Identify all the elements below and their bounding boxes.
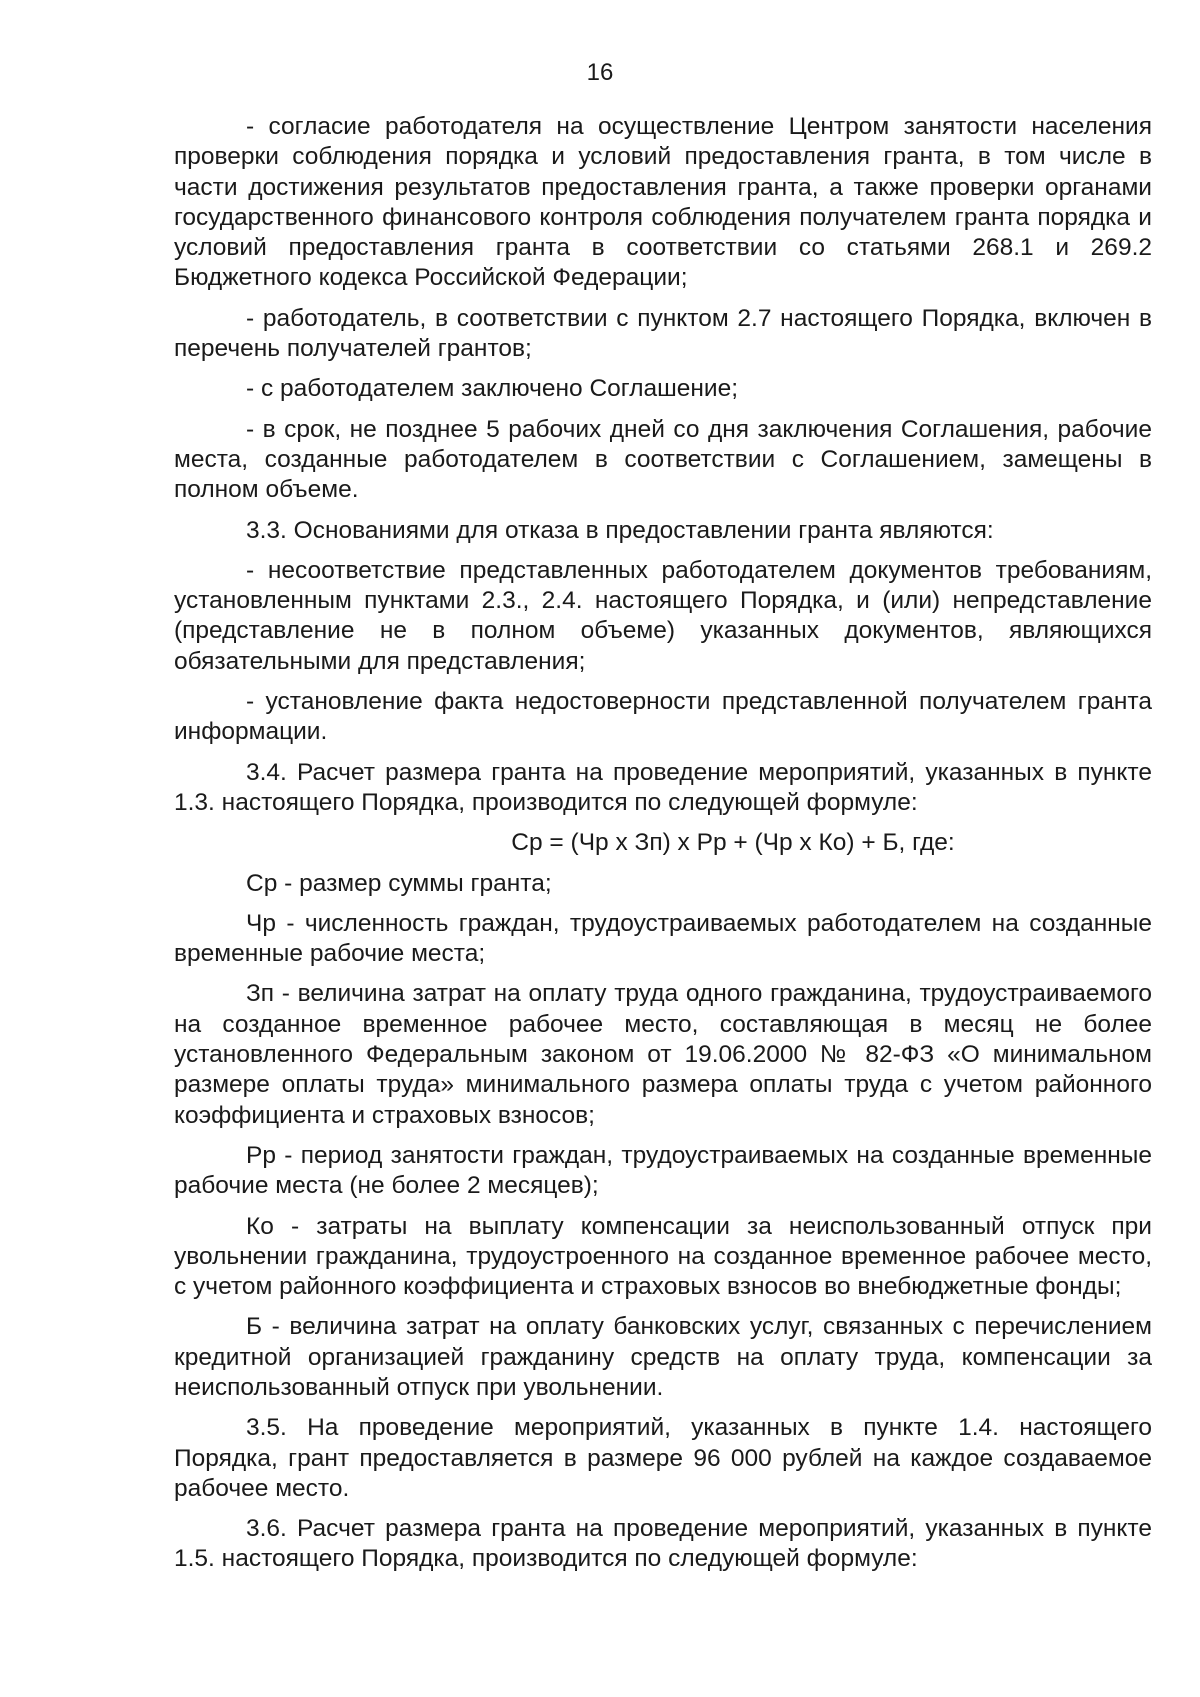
paragraph-employer-included: - работодатель, в соответствии с пунктом 2.7 настоящего Порядка, включен в перечень получателей грантов; bbox=[174, 304, 1152, 363]
paragraph-3-3-heading: 3.3. Основаниями для отказа в предоставлении гранта являются: bbox=[246, 516, 994, 544]
paragraph-3-5: 3.5. На проведение мероприятий, указанных в пункте 1.4. настоящего Порядка, грант предоставляется в размере 96 000 рублей на каждое создаваемое рабочее место. bbox=[174, 1414, 1152, 1502]
paragraph-employer-consent: - согласие работодателя на осуществление Центром занятости населения проверки соблюдения порядка и условий предоставления гранта, в том числе в части достижения результатов предоставления гранта, а также проверки органами государственного финансового контроля соблюдения получателем гранта порядка и условий предоставления гранта в соответствии со статьями 268.1 и 269.2 Бюджетного кодекса Российской Федерации; bbox=[174, 113, 1152, 292]
definition-b: Б - величина затрат на оплату банковских услуг, связанных с перечислением кредитной организацией гражданину средств на оплату труда, компенсации за неиспользованный отпуск при увольнении. bbox=[174, 1313, 1152, 1401]
paragraph-workplaces-filled: - в срок, не позднее 5 рабочих дней со дня заключения Соглашения, рабочие места, созданные работодателем в соответствии с Соглашением, замещены в полном объеме. bbox=[174, 415, 1152, 504]
definition-ko: Ко - затраты на выплату компенсации за неиспользованный отпуск при увольнении гражданина, трудоустроенного на созданное временное рабочее место, с учетом районного коэффициента и страховых взносов во внебюджетные фонды; bbox=[174, 1212, 1152, 1301]
paragraph-documents-mismatch: - несоответствие представленных работодателем документов требованиям, установленным пунктами 2.3., 2.4. настоящего Порядка, и (или) непредставление (представление не в полном объеме) указанных документов, являющихся обязательными для представления; bbox=[174, 556, 1152, 675]
definition-cp: Ср - размер суммы гранта; bbox=[246, 869, 552, 897]
grant-formula: Ср = (Чр х Зп) х Рр + (Чр х Ко) + Б, где: bbox=[511, 829, 955, 857]
document-body bbox=[174, 112, 1152, 1585]
paragraph-3-4-calculation: 3.4. Расчет размера гранта на проведение мероприятий, указанных в пункте 1.3. настоящего Порядка, производится по следующей формуле: bbox=[174, 758, 1152, 816]
definition-zp: Зп - величина затрат на оплату труда одного гражданина, трудоустраиваемого на созданное временное рабочее место, составляющая в месяц не более установленного Федеральным законом от 19.06.2000 № 82-ФЗ «О минимальном размере оплаты труда» минимального размера оплаты труда с учетом районного коэффициента и страховых взносов; bbox=[174, 980, 1152, 1129]
paragraph-3-6: 3.6. Расчет размера гранта на проведение мероприятий, указанных в пункте 1.5. настоящего Порядка, производится по следующей формуле: bbox=[174, 1515, 1152, 1573]
paragraph-false-information: - установление факта недостоверности представленной получателем гранта информации. bbox=[174, 688, 1152, 746]
page-number: 16 bbox=[586, 59, 614, 86]
definition-chr: Чр - численность граждан, трудоустраиваемых работодателем на созданные временные рабочие места; bbox=[174, 909, 1152, 968]
definition-rr: Рр - период занятости граждан, трудоустраиваемых на созданные временные рабочие места (не более 2 месяцев); bbox=[174, 1141, 1152, 1200]
paragraph-agreement-concluded: - с работодателем заключено Соглашение; bbox=[246, 375, 739, 403]
